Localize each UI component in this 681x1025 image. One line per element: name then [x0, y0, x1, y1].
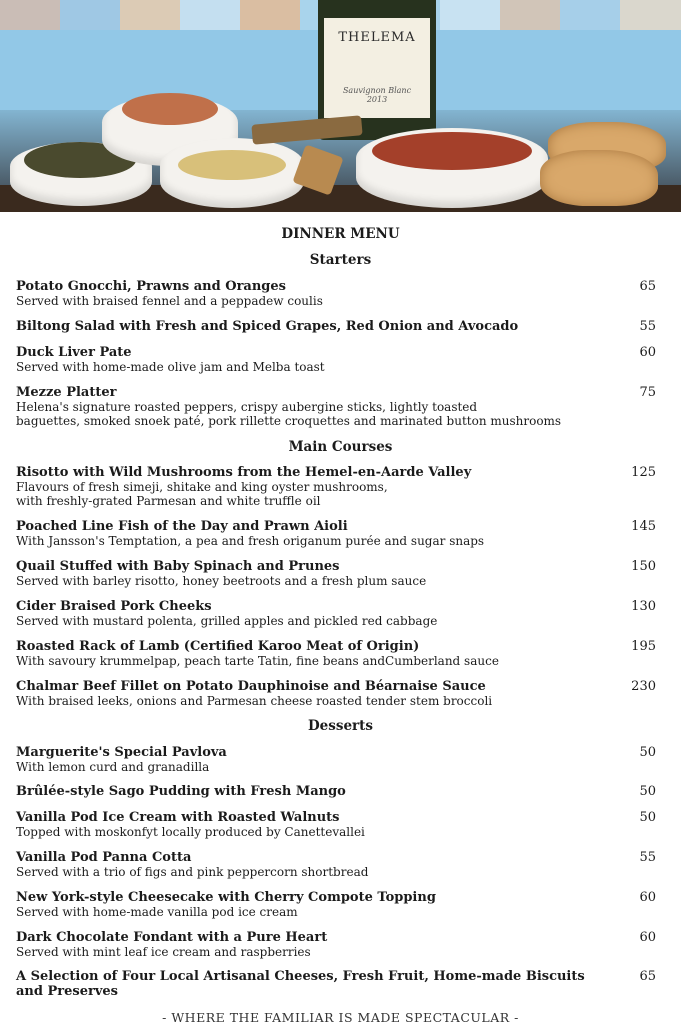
dish-description: Served with home-made olive jam and Melba toast: [16, 360, 325, 374]
dish-description: With braised leeks, onions and Parmesan cheese roasted tender stem broccoli: [16, 694, 493, 708]
dish-description: with freshly-grated Parmesan and white truffle oil: [16, 494, 321, 508]
menu-item: [16, 639, 676, 668]
menu-item: [16, 810, 676, 839]
dish-name: Biltong Salad with Fresh and Spiced Grapes, Red Onion and Avocado: [16, 319, 519, 334]
menu-item: [16, 969, 676, 999]
dish-name: Risotto with Wild Mushrooms from the Hemel-en-Aarde Valley: [16, 465, 472, 480]
dish-price: 60: [639, 345, 656, 360]
croquette-food: [122, 93, 218, 125]
dish-description: With savoury krummelpap, peach tarte Tatin, fine beans andCumberland sauce: [16, 654, 499, 668]
menu-item: [16, 784, 676, 799]
dish-name: Duck Liver Pate: [16, 345, 132, 360]
footer-tagline: - WHERE THE FAMILIAR IS MADE SPECTACULAR -: [162, 1010, 519, 1025]
dish-description: Topped with moskonfyt locally produced by Canettevallei: [16, 825, 365, 839]
dish-description: Flavours of fresh simeji, shitake and king oyster mushrooms,: [16, 480, 388, 494]
menu-item: [16, 850, 676, 879]
menu-item: [16, 279, 676, 308]
bottle-varietal-text: Sauvignon Blanc: [342, 86, 412, 95]
dish-price: 50: [639, 810, 656, 825]
bottle-year: 2013: [366, 95, 388, 104]
dish-description: Served with braised fennel and a peppadew coulis: [16, 294, 323, 308]
peppers-food: [372, 132, 532, 170]
dish-name: Potato Gnocchi, Prawns and Oranges: [16, 279, 286, 294]
dish-name: Roasted Rack of Lamb (Certified Karoo Meat of Origin): [16, 639, 420, 654]
dish-price: 65: [639, 969, 656, 984]
dish-name: Dark Chocolate Fondant with a Pure Heart: [16, 930, 328, 945]
dish-price: 150: [631, 559, 656, 574]
dish-price: 75: [639, 385, 656, 400]
section-title: Desserts: [307, 718, 374, 734]
bottle-varietal: [324, 86, 430, 104]
aubergine-stick: [251, 115, 362, 145]
dish-price: 55: [639, 319, 656, 334]
dish-name: Chalmar Beef Fillet on Potato Dauphinoise and Béarnaise Sauce: [16, 679, 486, 694]
dish-description: Helena's signature roasted peppers, crispy aubergine sticks, lightly toasted: [16, 400, 478, 414]
dish-name: Poached Line Fish of the Day and Prawn Aioli: [16, 519, 348, 534]
menu-item: [16, 890, 676, 919]
menu-item: [16, 599, 676, 628]
baguette-slice: [540, 150, 658, 206]
dish-price: 195: [631, 639, 656, 654]
dish-description: With Jansson's Temptation, a pea and fresh origanum purée and sugar snaps: [16, 534, 485, 548]
dish-description: Served with mustard polenta, grilled apples and pickled red cabbage: [16, 614, 438, 628]
dish-price: 60: [639, 890, 656, 905]
dish-price: 130: [631, 599, 656, 614]
menu-item: [16, 319, 676, 334]
dish-price: 50: [639, 784, 656, 799]
menu-item: [16, 519, 676, 548]
dish-name: Vanilla Pod Ice Cream with Roasted Walnuts: [16, 810, 340, 825]
dish-name: New York-style Cheesecake with Cherry Compote Topping: [16, 890, 436, 905]
dish-price: 65: [639, 279, 656, 294]
menu-item: [16, 745, 676, 774]
menu-item: [16, 679, 676, 708]
dish-name: Cider Braised Pork Cheeks: [16, 599, 212, 614]
section-title: Starters: [309, 252, 372, 268]
dish-description: baguettes, smoked snoek paté, pork rillette croquettes and marinated button mushrooms: [16, 414, 562, 428]
dish-price: 230: [631, 679, 656, 694]
menu-item: [16, 465, 676, 508]
dish-price: 50: [639, 745, 656, 760]
hero-photo: [0, 0, 681, 212]
bottle-brand: THELEMA: [338, 30, 416, 45]
dish-name: Marguerite's Special Pavlova: [16, 745, 227, 760]
dish-name-continued: and Preserves: [16, 984, 118, 999]
menu-item: [16, 385, 676, 428]
dish-description: Served with barley risotto, honey beetroots and a fresh plum sauce: [16, 574, 427, 588]
section-title: Main Courses: [288, 439, 393, 455]
dish-price: 55: [639, 850, 656, 865]
dish-name: Vanilla Pod Panna Cotta: [16, 850, 192, 865]
menu-title: DINNER MENU: [281, 226, 400, 242]
menu-item: [16, 345, 676, 374]
dish-name: A Selection of Four Local Artisanal Cheeses, Fresh Fruit, Home-made Biscuits: [16, 969, 585, 984]
dish-price: 60: [639, 930, 656, 945]
menu-item: [16, 930, 676, 959]
dish-description: Served with a trio of figs and pink peppercorn shortbread: [16, 865, 369, 879]
dish-description: Served with home-made vanilla pod ice cream: [16, 905, 298, 919]
dish-description: With lemon curd and granadilla: [16, 760, 210, 774]
dish-name: Mezze Platter: [16, 385, 117, 400]
pate-food: [178, 150, 286, 180]
dish-name: Brûlée-style Sago Pudding with Fresh Mango: [16, 784, 346, 799]
menu-item: [16, 559, 676, 588]
dish-price: 125: [631, 465, 656, 480]
dish-name: Quail Stuffed with Baby Spinach and Prunes: [16, 559, 340, 574]
dish-description: Served with mint leaf ice cream and raspberries: [16, 945, 311, 959]
dish-price: 145: [631, 519, 656, 534]
